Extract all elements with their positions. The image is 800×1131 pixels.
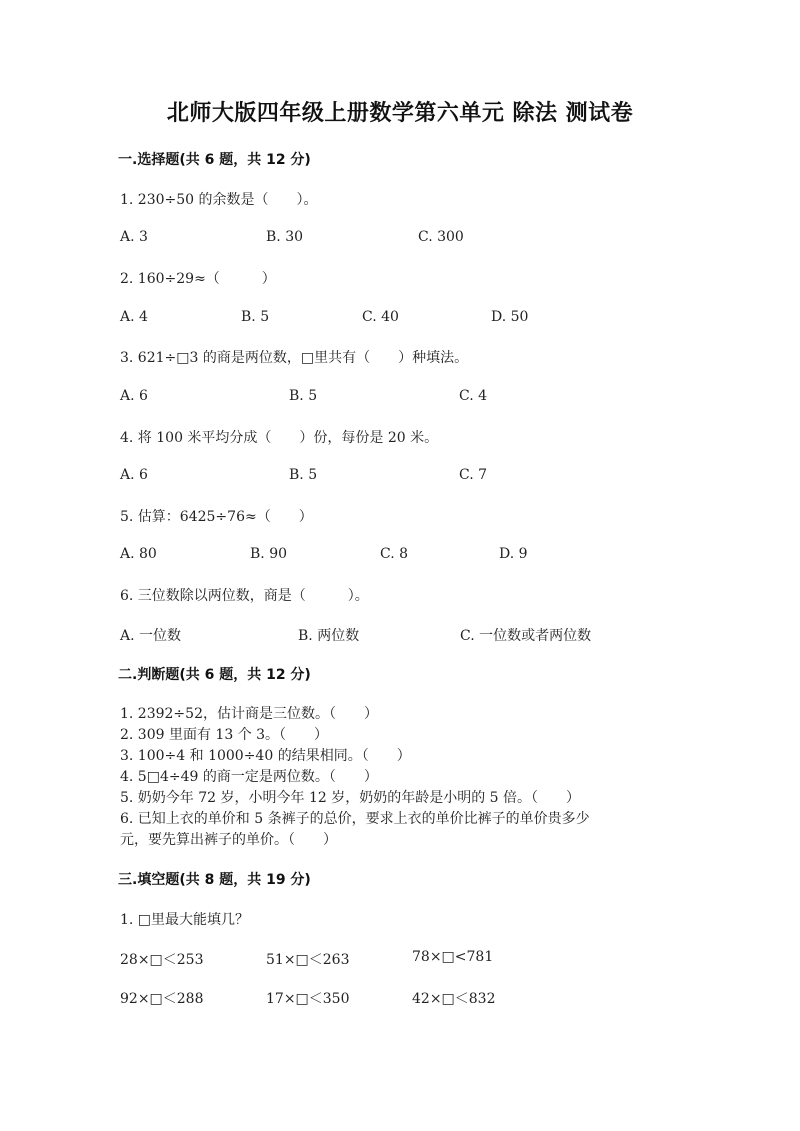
judge-line-6-cont: 元，要先算出裤子的单价。（ ） [120,832,337,848]
question-6: 6. 三位数除以两位数，商是（ ）。 [120,588,369,604]
question-4: 4. 将 100 米平均分成（ ）份，每份是 20 米。 [120,430,439,446]
option-3c: C. 4 [459,388,488,404]
judge-line-4: 4. 5□4÷49 的商一定是两位数。（ ） [120,769,378,785]
fill-item-2: 51×□＜263 [266,952,350,968]
fill-item-6: 42×□＜832 [412,991,496,1007]
option-3a: A. 6 [120,388,148,404]
fill-question-1: 1. □里最大能填几？ [120,912,250,928]
option-6c: C. 一位数或者两位数 [460,628,592,644]
option-4c: C. 7 [459,467,488,483]
option-6a: A. 一位数 [120,628,182,644]
option-3b: B. 5 [289,388,318,404]
section-heading-choice: 一.选择题(共 6 题，共 12 分) [118,152,311,168]
option-2c: C. 40 [362,309,399,325]
option-1c: C. 300 [418,229,464,245]
section-heading-fill: 三.填空题(共 8 题，共 19 分) [118,872,311,888]
question-3: 3. 621÷□3 的商是两位数，□里共有（ ）种填法。 [120,350,469,366]
judge-line-6: 6. 已知上衣的单价和 5 条裤子的总价，要求上衣的单价比裤子的单价贵多少 [120,811,590,827]
option-1b: B. 30 [266,229,304,245]
question-5: 5. 估算：6425÷76≈（ ） [120,509,313,525]
option-4a: A. 6 [120,467,148,483]
judge-line-2: 2. 309 里面有 13 个 3。（ ） [120,727,329,743]
option-2b: B. 5 [241,309,270,325]
question-1: 1. 230÷50 的余数是（ ）。 [120,192,318,208]
option-5a: A. 80 [120,546,157,562]
option-1a: A. 3 [120,229,148,245]
option-2a: A. 4 [120,309,148,325]
judge-line-5: 5. 奶奶今年 72 岁，小明今年 12 岁，奶奶的年龄是小明的 5 倍。（ ） [120,790,581,806]
judge-line-1: 1. 2392÷52，估计商是三位数。（ ） [120,706,378,722]
page-title: 北师大版四年级上册数学第六单元 除法 测试卷 [166,101,634,126]
option-6b: B. 两位数 [298,628,360,644]
fill-item-3: 78×□<781 [412,949,494,965]
option-2d: D. 50 [491,309,529,325]
option-5d: D. 9 [499,546,528,562]
section-heading-judge: 二.判断题(共 6 题，共 12 分) [118,667,311,683]
question-2: 2. 160÷29≈（ ） [120,271,276,287]
fill-item-5: 17×□＜350 [266,991,350,1007]
fill-item-4: 92×□＜288 [120,991,204,1007]
option-5c: C. 8 [380,546,409,562]
judge-line-3: 3. 100÷4 和 1000÷40 的结果相同。（ ） [120,748,411,764]
fill-item-1: 28×□＜253 [120,952,204,968]
option-4b: B. 5 [289,467,318,483]
option-5b: B. 90 [250,546,288,562]
